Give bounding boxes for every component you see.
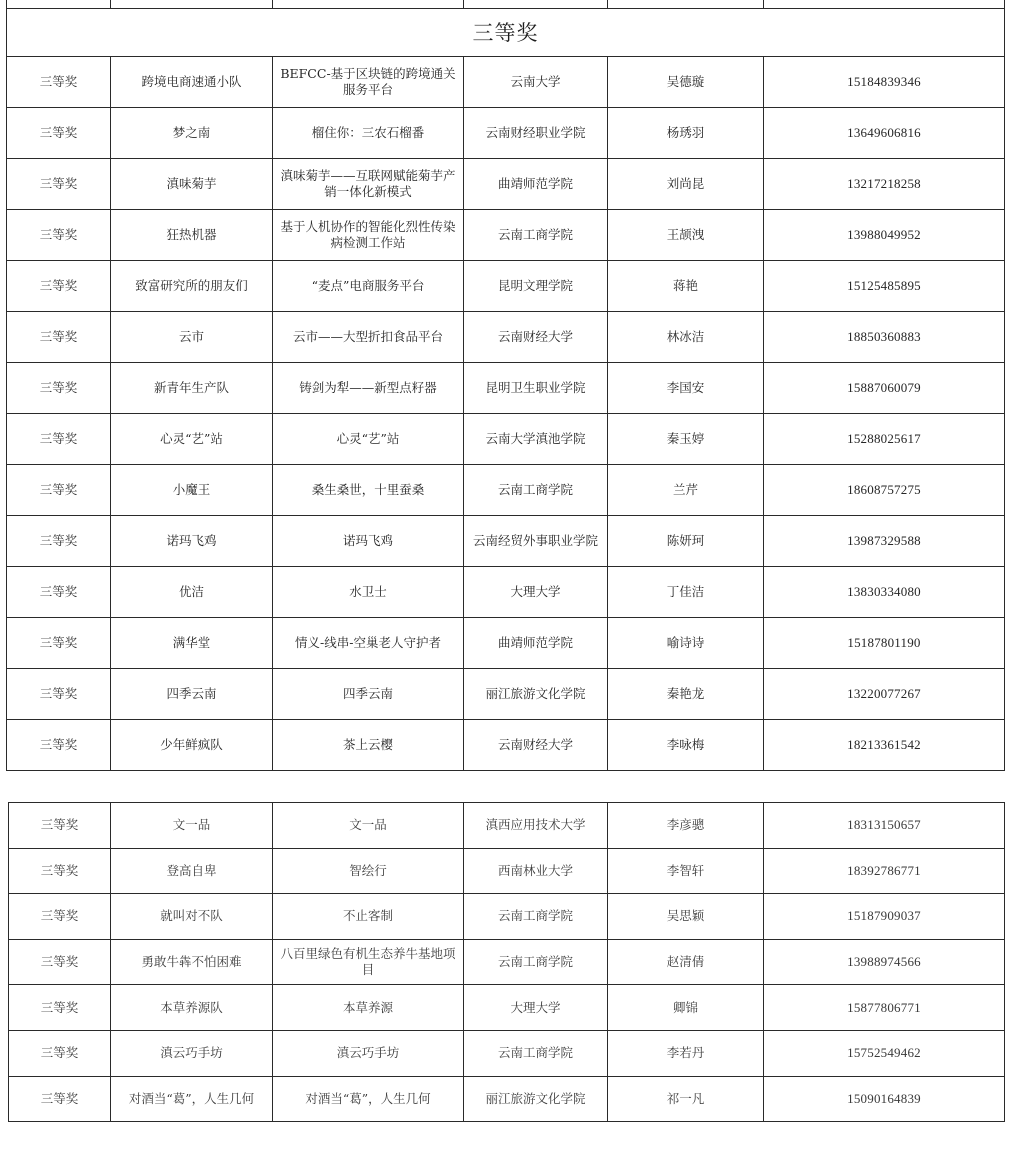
- team-name-cell: 滇云巧手坊: [111, 1030, 273, 1076]
- team-name-cell: 满华堂: [111, 618, 273, 669]
- table-row: [7, 720, 1005, 771]
- project-name-cell: 八百里绿色有机生态养牛基地项目: [273, 939, 464, 985]
- school-cell: 云南财经大学: [464, 312, 608, 363]
- school-cell: 滇西应用技术大学: [464, 803, 608, 849]
- contact-person-cell: 李智轩: [608, 848, 764, 894]
- table-row: [7, 261, 1005, 312]
- team-name-cell: 少年鲜疯队: [111, 720, 273, 771]
- contact-person-cell: 蒋艳: [608, 261, 764, 312]
- contact-person-cell: 吴思颖: [608, 894, 764, 940]
- phone-cell: 15877806771: [764, 985, 1005, 1031]
- contact-person-cell: 林冰洁: [608, 312, 764, 363]
- school-cell: 丽江旅游文化学院: [464, 669, 608, 720]
- award-table-part1: [6, 0, 1005, 771]
- award-cell: 三等奖: [7, 261, 111, 312]
- phone-cell: 15090164839: [764, 1076, 1005, 1122]
- award-cell: 三等奖: [9, 894, 111, 940]
- phone-cell: 15288025617: [764, 414, 1005, 465]
- project-name-cell: 情义-线串-空巢老人守护者: [273, 618, 464, 669]
- team-name-cell: 新青年生产队: [111, 363, 273, 414]
- project-name-cell: 茶上云樱: [273, 720, 464, 771]
- award-cell: 三等奖: [7, 57, 111, 108]
- table-row: [7, 618, 1005, 669]
- award-cell: 三等奖: [7, 720, 111, 771]
- school-cell: 西南林业大学: [464, 848, 608, 894]
- phone-cell: 13988974566: [764, 939, 1005, 985]
- table-row: [7, 567, 1005, 618]
- table-row: [9, 848, 1005, 894]
- contact-person-cell: 吴德璇: [608, 57, 764, 108]
- team-name-cell: 滇味菊芋: [111, 159, 273, 210]
- contact-person-cell: 秦玉婷: [608, 414, 764, 465]
- school-cell: 云南工商学院: [464, 1030, 608, 1076]
- phone-cell: 13649606816: [764, 108, 1005, 159]
- team-name-cell: 文一品: [111, 803, 273, 849]
- project-name-cell: 滇味菊芋——互联网赋能菊芋产销一体化新模式: [273, 159, 464, 210]
- school-cell: 云南工商学院: [464, 894, 608, 940]
- team-name-cell: 对酒当“葛”，人生几何: [111, 1076, 273, 1122]
- school-cell: 曲靖师范学院: [464, 618, 608, 669]
- phone-cell: 13830334080: [764, 567, 1005, 618]
- school-cell: 昆明文理学院: [464, 261, 608, 312]
- table-row: [9, 1030, 1005, 1076]
- table-row: [7, 312, 1005, 363]
- contact-person-cell: 喻诗诗: [608, 618, 764, 669]
- contact-person-cell: 兰芹: [608, 465, 764, 516]
- award-cell: 三等奖: [7, 312, 111, 363]
- table-row: [7, 108, 1005, 159]
- table-row: [7, 516, 1005, 567]
- project-name-cell: 云市——大型折扣食品平台: [273, 312, 464, 363]
- section-header-row: [7, 9, 1005, 57]
- contact-person-cell: 秦艳龙: [608, 669, 764, 720]
- phone-cell: 18608757275: [764, 465, 1005, 516]
- project-name-cell: 对酒当“葛”，人生几何: [273, 1076, 464, 1122]
- section-title: 三等奖: [7, 9, 1005, 57]
- table-row: [7, 159, 1005, 210]
- table-row: [7, 210, 1005, 261]
- contact-person-cell: 祁一凡: [608, 1076, 764, 1122]
- team-name-cell: 优洁: [111, 567, 273, 618]
- table-row: [7, 465, 1005, 516]
- project-name-cell: 智绘行: [273, 848, 464, 894]
- phone-cell: 15187801190: [764, 618, 1005, 669]
- award-cell: 三等奖: [7, 465, 111, 516]
- team-name-cell: 狂热机器: [111, 210, 273, 261]
- table-row: [7, 57, 1005, 108]
- school-cell: 大理大学: [464, 567, 608, 618]
- table-row: [9, 803, 1005, 849]
- school-cell: 云南工商学院: [464, 939, 608, 985]
- project-name-cell: 滇云巧手坊: [273, 1030, 464, 1076]
- phone-cell: 15887060079: [764, 363, 1005, 414]
- award-cell: 三等奖: [7, 516, 111, 567]
- table-row: [7, 414, 1005, 465]
- award-cell: 三等奖: [7, 669, 111, 720]
- school-cell: 昆明卫生职业学院: [464, 363, 608, 414]
- team-name-cell: 心灵“艺”站: [111, 414, 273, 465]
- phone-cell: 18313150657: [764, 803, 1005, 849]
- project-name-cell: 不止客制: [273, 894, 464, 940]
- phone-cell: 15184839346: [764, 57, 1005, 108]
- table-row: [7, 363, 1005, 414]
- school-cell: 云南大学滇池学院: [464, 414, 608, 465]
- award-cell: 三等奖: [9, 1076, 111, 1122]
- award-cell: 三等奖: [9, 1030, 111, 1076]
- school-cell: 云南工商学院: [464, 210, 608, 261]
- award-cell: 三等奖: [9, 939, 111, 985]
- contact-person-cell: 赵清倩: [608, 939, 764, 985]
- award-cell: 三等奖: [7, 363, 111, 414]
- phone-cell: 13988049952: [764, 210, 1005, 261]
- contact-person-cell: 杨琇羽: [608, 108, 764, 159]
- project-name-cell: 诺玛飞鸡: [273, 516, 464, 567]
- phone-cell: 13217218258: [764, 159, 1005, 210]
- project-name-cell: 心灵“艺”站: [273, 414, 464, 465]
- team-name-cell: 登高自卑: [111, 848, 273, 894]
- phone-cell: 13987329588: [764, 516, 1005, 567]
- school-cell: 丽江旅游文化学院: [464, 1076, 608, 1122]
- contact-person-cell: 丁佳洁: [608, 567, 764, 618]
- project-name-cell: 四季云南: [273, 669, 464, 720]
- team-name-cell: 诺玛飞鸡: [111, 516, 273, 567]
- team-name-cell: 梦之南: [111, 108, 273, 159]
- school-cell: 云南财经大学: [464, 720, 608, 771]
- phone-cell: 15125485895: [764, 261, 1005, 312]
- project-name-cell: “麦点”电商服务平台: [273, 261, 464, 312]
- award-cell: 三等奖: [9, 848, 111, 894]
- award-cell: 三等奖: [9, 803, 111, 849]
- team-name-cell: 四季云南: [111, 669, 273, 720]
- project-name-cell: 铸剑为犁——新型点籽器: [273, 363, 464, 414]
- table-row: [9, 939, 1005, 985]
- award-cell: 三等奖: [7, 159, 111, 210]
- contact-person-cell: 李国安: [608, 363, 764, 414]
- phone-cell: 18850360883: [764, 312, 1005, 363]
- award-cell: 三等奖: [7, 108, 111, 159]
- contact-person-cell: 刘尚昆: [608, 159, 764, 210]
- school-cell: 云南大学: [464, 57, 608, 108]
- award-cell: 三等奖: [7, 210, 111, 261]
- project-name-cell: 基于人机协作的智能化烈性传染病检测工作站: [273, 210, 464, 261]
- contact-person-cell: 王颉洩: [608, 210, 764, 261]
- phone-cell: 15752549462: [764, 1030, 1005, 1076]
- phone-cell: 18392786771: [764, 848, 1005, 894]
- team-name-cell: 小魔王: [111, 465, 273, 516]
- award-cell: 三等奖: [9, 985, 111, 1031]
- team-name-cell: 云市: [111, 312, 273, 363]
- contact-person-cell: 李若丹: [608, 1030, 764, 1076]
- project-name-cell: 桑生桑世，十里蚕桑: [273, 465, 464, 516]
- contact-person-cell: 李彦骢: [608, 803, 764, 849]
- award-table-part2: [8, 802, 1005, 1122]
- table-row: [7, 669, 1005, 720]
- previous-section-row-stub: [7, 0, 1005, 9]
- contact-person-cell: 李咏梅: [608, 720, 764, 771]
- table-row: [9, 894, 1005, 940]
- team-name-cell: 就叫对不队: [111, 894, 273, 940]
- award-cell: 三等奖: [7, 618, 111, 669]
- project-name-cell: BEFCC-基于区块链的跨境通关服务平台: [273, 57, 464, 108]
- phone-cell: 15187909037: [764, 894, 1005, 940]
- contact-person-cell: 卿锦: [608, 985, 764, 1031]
- project-name-cell: 榴住你：三农石榴番: [273, 108, 464, 159]
- school-cell: 云南财经职业学院: [464, 108, 608, 159]
- phone-cell: 18213361542: [764, 720, 1005, 771]
- project-name-cell: 水卫士: [273, 567, 464, 618]
- award-cell: 三等奖: [7, 414, 111, 465]
- school-cell: 云南工商学院: [464, 465, 608, 516]
- team-name-cell: 本草养源队: [111, 985, 273, 1031]
- project-name-cell: 文一品: [273, 803, 464, 849]
- school-cell: 大理大学: [464, 985, 608, 1031]
- school-cell: 云南经贸外事职业学院: [464, 516, 608, 567]
- contact-person-cell: 陈妍珂: [608, 516, 764, 567]
- award-cell: 三等奖: [7, 567, 111, 618]
- team-name-cell: 致富研究所的朋友们: [111, 261, 273, 312]
- project-name-cell: 本草养源: [273, 985, 464, 1031]
- phone-cell: 13220077267: [764, 669, 1005, 720]
- table-row: [9, 985, 1005, 1031]
- school-cell: 曲靖师范学院: [464, 159, 608, 210]
- team-name-cell: 跨境电商速通小队: [111, 57, 273, 108]
- table-row: [9, 1076, 1005, 1122]
- team-name-cell: 勇敢牛犇不怕困难: [111, 939, 273, 985]
